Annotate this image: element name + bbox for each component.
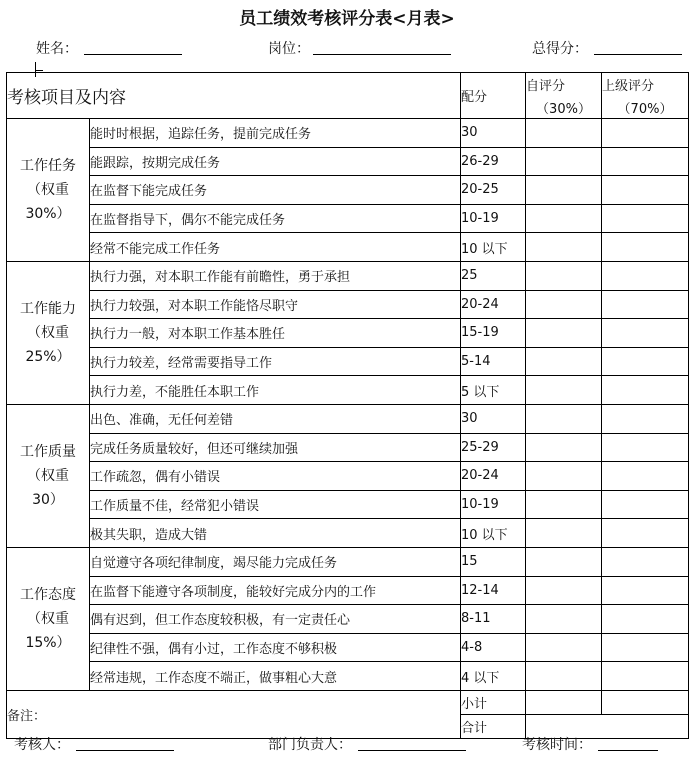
criteria-row xyxy=(7,119,689,148)
header-row xyxy=(7,73,689,119)
category-weight: （权重30%） xyxy=(25,181,71,222)
score-range: 30 xyxy=(461,119,526,148)
criteria-description: 出色、准确，无任何差错 xyxy=(90,404,461,433)
superior-score-cell[interactable] xyxy=(602,605,689,634)
criteria-description: 完成任务质量较好，但还可继续加强 xyxy=(90,433,461,462)
employee-info-row xyxy=(0,38,694,60)
criteria-description: 执行力一般，对本职工作基本胜任 xyxy=(90,319,461,348)
superior-score-cell[interactable] xyxy=(602,519,689,548)
self-score-cell[interactable] xyxy=(526,376,602,405)
superior-score-cell[interactable] xyxy=(602,547,689,576)
criteria-description: 偶有迟到，但工作态度较积极，有一定责任心 xyxy=(90,605,461,634)
category-name: 工作态度 xyxy=(20,586,76,603)
criteria-row xyxy=(7,433,689,462)
self-score-cell[interactable] xyxy=(526,605,602,634)
category-cell xyxy=(7,404,90,547)
superior-score-cell[interactable] xyxy=(602,176,689,205)
category-weight: （权重30） xyxy=(27,467,69,508)
category-name: 工作质量 xyxy=(20,443,76,460)
criteria-description: 自觉遵守各项纪律制度，竭尽能力完成任务 xyxy=(90,547,461,576)
criteria-row xyxy=(7,605,689,634)
self-score-cell[interactable] xyxy=(526,147,602,176)
criteria-row xyxy=(7,576,689,605)
evaluation-table xyxy=(6,72,689,739)
name-label: 姓名： xyxy=(36,41,78,57)
score-range: 10 以下 xyxy=(461,519,526,548)
items-header: 考核项目及内容 xyxy=(7,73,461,119)
assessment-time-input-line[interactable] xyxy=(598,750,658,751)
superior-score-cell[interactable] xyxy=(602,633,689,662)
score-range: 5-14 xyxy=(461,347,526,376)
criteria-row xyxy=(7,376,689,405)
self-score-cell[interactable] xyxy=(526,319,602,348)
self-score-header xyxy=(526,73,602,119)
score-range: 25-29 xyxy=(461,433,526,462)
score-range: 20-25 xyxy=(461,176,526,205)
criteria-row xyxy=(7,662,689,691)
criteria-row xyxy=(7,404,689,433)
criteria-description: 在监督指导下，偶尔不能完成任务 xyxy=(90,204,461,233)
signature-row xyxy=(0,734,694,756)
self-score-cell[interactable] xyxy=(526,233,602,262)
superior-score-cell[interactable] xyxy=(602,490,689,519)
superior-score-cell[interactable] xyxy=(602,147,689,176)
subtotal-row xyxy=(7,690,689,714)
self-score-cell[interactable] xyxy=(526,547,602,576)
category-cell xyxy=(7,119,90,262)
category-cell xyxy=(7,261,90,404)
criteria-description: 工作疏忽，偶有小错误 xyxy=(90,462,461,491)
criteria-row xyxy=(7,490,689,519)
position-input-line[interactable] xyxy=(313,54,451,55)
subtotal-label: 小计 xyxy=(461,690,526,714)
self-score-cell[interactable] xyxy=(526,176,602,205)
score-range: 15-19 xyxy=(461,319,526,348)
criteria-row xyxy=(7,261,689,290)
criteria-description: 在监督下能完成任务 xyxy=(90,176,461,205)
superior-score-cell[interactable] xyxy=(602,347,689,376)
criteria-row xyxy=(7,204,689,233)
total-score-input-line[interactable] xyxy=(594,54,682,55)
position-label: 岗位： xyxy=(268,41,310,57)
score-range: 25 xyxy=(461,261,526,290)
self-score-cell[interactable] xyxy=(526,347,602,376)
self-score-cell[interactable] xyxy=(526,462,602,491)
self-score-cell[interactable] xyxy=(526,404,602,433)
self-score-cell[interactable] xyxy=(526,662,602,691)
self-score-cell[interactable] xyxy=(526,490,602,519)
assessor-label: 考核人： xyxy=(14,737,70,753)
criteria-description: 执行力差，不能胜任本职工作 xyxy=(90,376,461,405)
self-score-cell[interactable] xyxy=(526,204,602,233)
criteria-row xyxy=(7,233,689,262)
score-range: 26-29 xyxy=(461,147,526,176)
criteria-row xyxy=(7,347,689,376)
superior-score-cell[interactable] xyxy=(602,319,689,348)
dept-head-input-line[interactable] xyxy=(358,750,466,751)
form-title: 员工绩效考核评分表<月表> xyxy=(239,9,455,29)
criteria-description: 能时时根据，追踪任务，提前完成任务 xyxy=(90,119,461,148)
cursor-mark-tick xyxy=(35,70,43,71)
superior-score-cell[interactable] xyxy=(602,204,689,233)
criteria-row xyxy=(7,290,689,319)
category-weight: （权重15%） xyxy=(25,610,71,651)
superior-score-cell[interactable] xyxy=(602,119,689,148)
criteria-row xyxy=(7,547,689,576)
score-range: 5 以下 xyxy=(461,376,526,405)
score-range: 20-24 xyxy=(461,290,526,319)
self-score-cell[interactable] xyxy=(526,261,602,290)
total-score-label: 总得分： xyxy=(532,41,588,57)
score-range: 8-11 xyxy=(461,605,526,634)
superior-score-cell[interactable] xyxy=(602,404,689,433)
superior-score-cell[interactable] xyxy=(602,290,689,319)
name-input-line[interactable] xyxy=(84,54,182,55)
superior-score-cell[interactable] xyxy=(602,576,689,605)
score-range: 4-8 xyxy=(461,633,526,662)
superior-score-header xyxy=(602,73,689,119)
assessor-input-line[interactable] xyxy=(76,750,174,751)
superior-score-cell[interactable] xyxy=(602,261,689,290)
criteria-row xyxy=(7,319,689,348)
superior-score-header-label: 上级评分 xyxy=(602,78,655,94)
category-cell xyxy=(7,547,90,690)
total-label: 合计 xyxy=(461,714,526,738)
self-subtotal-cell[interactable] xyxy=(526,690,602,714)
superior-subtotal-cell[interactable] xyxy=(602,690,689,714)
criteria-description: 经常违规，工作态度不端正，做事粗心大意 xyxy=(90,662,461,691)
criteria-row xyxy=(7,176,689,205)
superior-score-cell[interactable] xyxy=(602,233,689,262)
score-range: 10-19 xyxy=(461,204,526,233)
remarks-cell[interactable] xyxy=(7,690,461,738)
criteria-description: 执行力较差，经常需要指导工作 xyxy=(90,347,461,376)
superior-score-cell[interactable] xyxy=(602,376,689,405)
criteria-description: 纪律性不强，偶有小过，工作态度不够积极 xyxy=(90,633,461,662)
self-score-cell[interactable] xyxy=(526,519,602,548)
criteria-description: 执行力较强，对本职工作能恪尽职守 xyxy=(90,290,461,319)
assessment-time-label: 考核时间： xyxy=(522,737,592,753)
superior-score-cell[interactable] xyxy=(602,462,689,491)
criteria-description: 经常不能完成工作任务 xyxy=(90,233,461,262)
superior-score-cell[interactable] xyxy=(602,662,689,691)
self-score-cell[interactable] xyxy=(526,633,602,662)
criteria-row xyxy=(7,519,689,548)
criteria-row xyxy=(7,633,689,662)
criteria-row xyxy=(7,462,689,491)
score-range: 10 以下 xyxy=(461,233,526,262)
score-range: 20-24 xyxy=(461,462,526,491)
criteria-description: 极其失职，造成大错 xyxy=(90,519,461,548)
self-score-weight: （30%） xyxy=(536,101,591,117)
criteria-description: 能跟踪，按期完成任务 xyxy=(90,147,461,176)
category-name: 工作能力 xyxy=(20,300,76,317)
category-weight: （权重25%） xyxy=(25,324,71,365)
self-score-cell[interactable] xyxy=(526,433,602,462)
score-range: 15 xyxy=(461,547,526,576)
score-header: 配分 xyxy=(461,73,526,119)
score-range: 4 以下 xyxy=(461,662,526,691)
criteria-row xyxy=(7,147,689,176)
score-range: 30 xyxy=(461,404,526,433)
criteria-description: 在监督下能遵守各项制度，能较好完成分内的工作 xyxy=(90,576,461,605)
category-name: 工作任务 xyxy=(20,157,76,174)
superior-score-cell[interactable] xyxy=(602,433,689,462)
criteria-description: 工作质量不佳，经常犯小错误 xyxy=(90,490,461,519)
score-range: 10-19 xyxy=(461,490,526,519)
self-score-header-label: 自评分 xyxy=(526,78,566,94)
remarks-label: 备注： xyxy=(7,708,47,724)
self-score-cell[interactable] xyxy=(526,119,602,148)
superior-score-weight: （70%） xyxy=(617,101,673,117)
self-score-cell[interactable] xyxy=(526,576,602,605)
score-range: 12-14 xyxy=(461,576,526,605)
criteria-description: 执行力强，对本职工作能有前瞻性，勇于承担 xyxy=(90,261,461,290)
dept-head-label: 部门负责人： xyxy=(268,737,352,753)
self-score-cell[interactable] xyxy=(526,290,602,319)
